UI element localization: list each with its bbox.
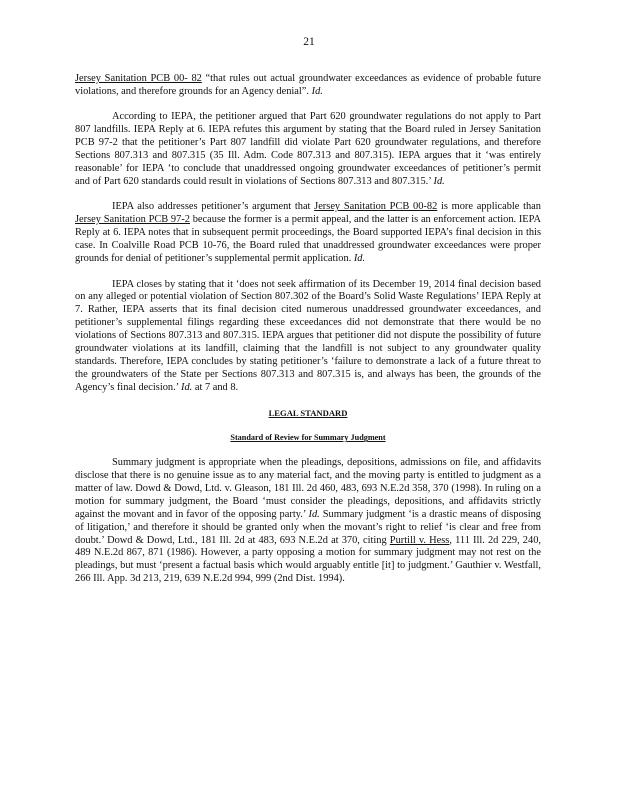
paragraph-text: IEPA closes by stating that it ‘does not seek affirmation of its December 19, 2014 final decision based on any alleged or potential violation of Section 807.302 of the Board’s Solid Waste Regulations’ IEPA Reply at 7. Rather, IEPA asserts that its final decision cited numerous unaddressed groundwater exceedances, and petitioner’s supplemental filings regarding these exceedances did not demonstrate that there would be no violations of Sections 807.313 and 807.315. IEPA argues that petitioner did not dispute the possibility of future groundwater violations at its landfill, claiming that the landfill is not subject to any groundwater quality standards. Therefore, IEPA concludes by stating petitioner’s ‘failure to demonstrate a lack of a future threat to the groundwaters of the State per Sections 807.313 and 807.315 is, and always has been, the grounds of the Agency’s final decision.’ (75, 278, 541, 393)
case-citation: Purtill v. Hess (389, 534, 450, 546)
paragraph-text: IEPA also addresses petitioner’s argument that (112, 201, 315, 213)
case-citation: Jersey Sanitation PCB 97-2 (75, 214, 190, 226)
paragraph-text: at 7 and 8. (192, 381, 239, 393)
paragraph-3 (75, 201, 541, 266)
paragraph-text: , 111 Ill. 2d 229, 240, 489 N.E.2d 867, 871 (1986). However, a party opposing a motion for summary judgment may not rest on the pleadings, but must ‘present a factual basis which would arguably entitle [it] to judgment.’ Gauthier v. Westfall, 266 Ill. App. 3d 213, 219, 639 N.E.2d 994, 999 (2nd Dist. 1994). (75, 534, 541, 585)
case-citation: Jersey Sanitation PCB 00-82 (314, 201, 438, 213)
paragraph-text: because the former is a permit appeal, and the latter is an enforcement action. IEPA Reply at 6. IEPA notes that in subsequent permit proceedings, the Board supported IEPA’s final decision in this case. In Coalville Road PCB 10-76, the Board ruled that unaddressed groundwater exceedances were proper grounds for denial of petitioner’s supplemental permit application. (75, 214, 541, 265)
paragraph-1 (75, 73, 541, 99)
paragraph-text: “that rules out actual groundwater exceedances as evidence of probable future violations, and therefore grounds for an Agency denial”. (75, 73, 541, 97)
page-body (75, 73, 541, 599)
section-heading: LEGAL STANDARD (268, 408, 348, 419)
id-citation: Id. (181, 381, 193, 393)
paragraph-text: PCB 97-2 that the petitioner’s Part 807 landfill did violate Part 620 groundwater regulations, and therefore Sections 807.313 and 807.315 (35 Ill. Adm. Code 807.313 and 807.315). IEPA argues that it ‘was entirely reasonable’ for IEPA ‘to conclude that unaddressed ongoing groundwater exceedances of petitioner’s permit and of Part 620 standards could result in violations of Sections 807.313 and 807.315.’ (75, 137, 541, 187)
id-citation: Id. (433, 175, 445, 187)
paragraph-text: Summary judgment is appropriate when the pleadings, depositions, admissions on file, and affidavits disclose that there is no genuine issue as to any material fact, and the moving party is entitled to judgment as a matter of law. Dowd & Dowd, Ltd. v. Gleason, 181 Ill. 2d 460, 483, 693 N.E.2d 358, 370 (1998). In ruling on a motion for summary judgment, the Board ‘must consider the pleadings, depositions, and affidavits strictly against the movant and in favor of the opposing party.’ (75, 457, 541, 520)
paragraph-4 (75, 279, 541, 395)
case-citation: Jersey Sanitation (469, 124, 541, 136)
paragraph-2 (75, 111, 541, 188)
page-number: 21 (303, 36, 315, 48)
id-citation: Id. (353, 253, 366, 265)
id-citation: Id. (308, 508, 320, 520)
case-citation: Jersey Sanitation PCB 00- 82 (75, 73, 202, 84)
paragraph-text: According to IEPA, the petitioner argued that Part 620 groundwater regulations do not apply to Part 807 landfills. IEPA Reply at 6. IEPA refutes this argument by stating that the Board ruled in (75, 111, 541, 136)
paragraph-text: Summary judgment ‘is a drastic means of disposing of litigation,’ and therefore it should be granted only when the movant’s right to relief ‘is clear and free from doubt.’ Dowd & Dowd, Ltd., 181 Ill. 2d at 483, 693 N.E.2d at 370, citing (75, 508, 541, 546)
paragraph-text: is more applicable than (437, 201, 541, 213)
paragraph-5 (75, 457, 541, 586)
subsection-heading: Standard of Review for Summary Judgment (230, 433, 386, 443)
id-citation: Id. (311, 85, 323, 97)
